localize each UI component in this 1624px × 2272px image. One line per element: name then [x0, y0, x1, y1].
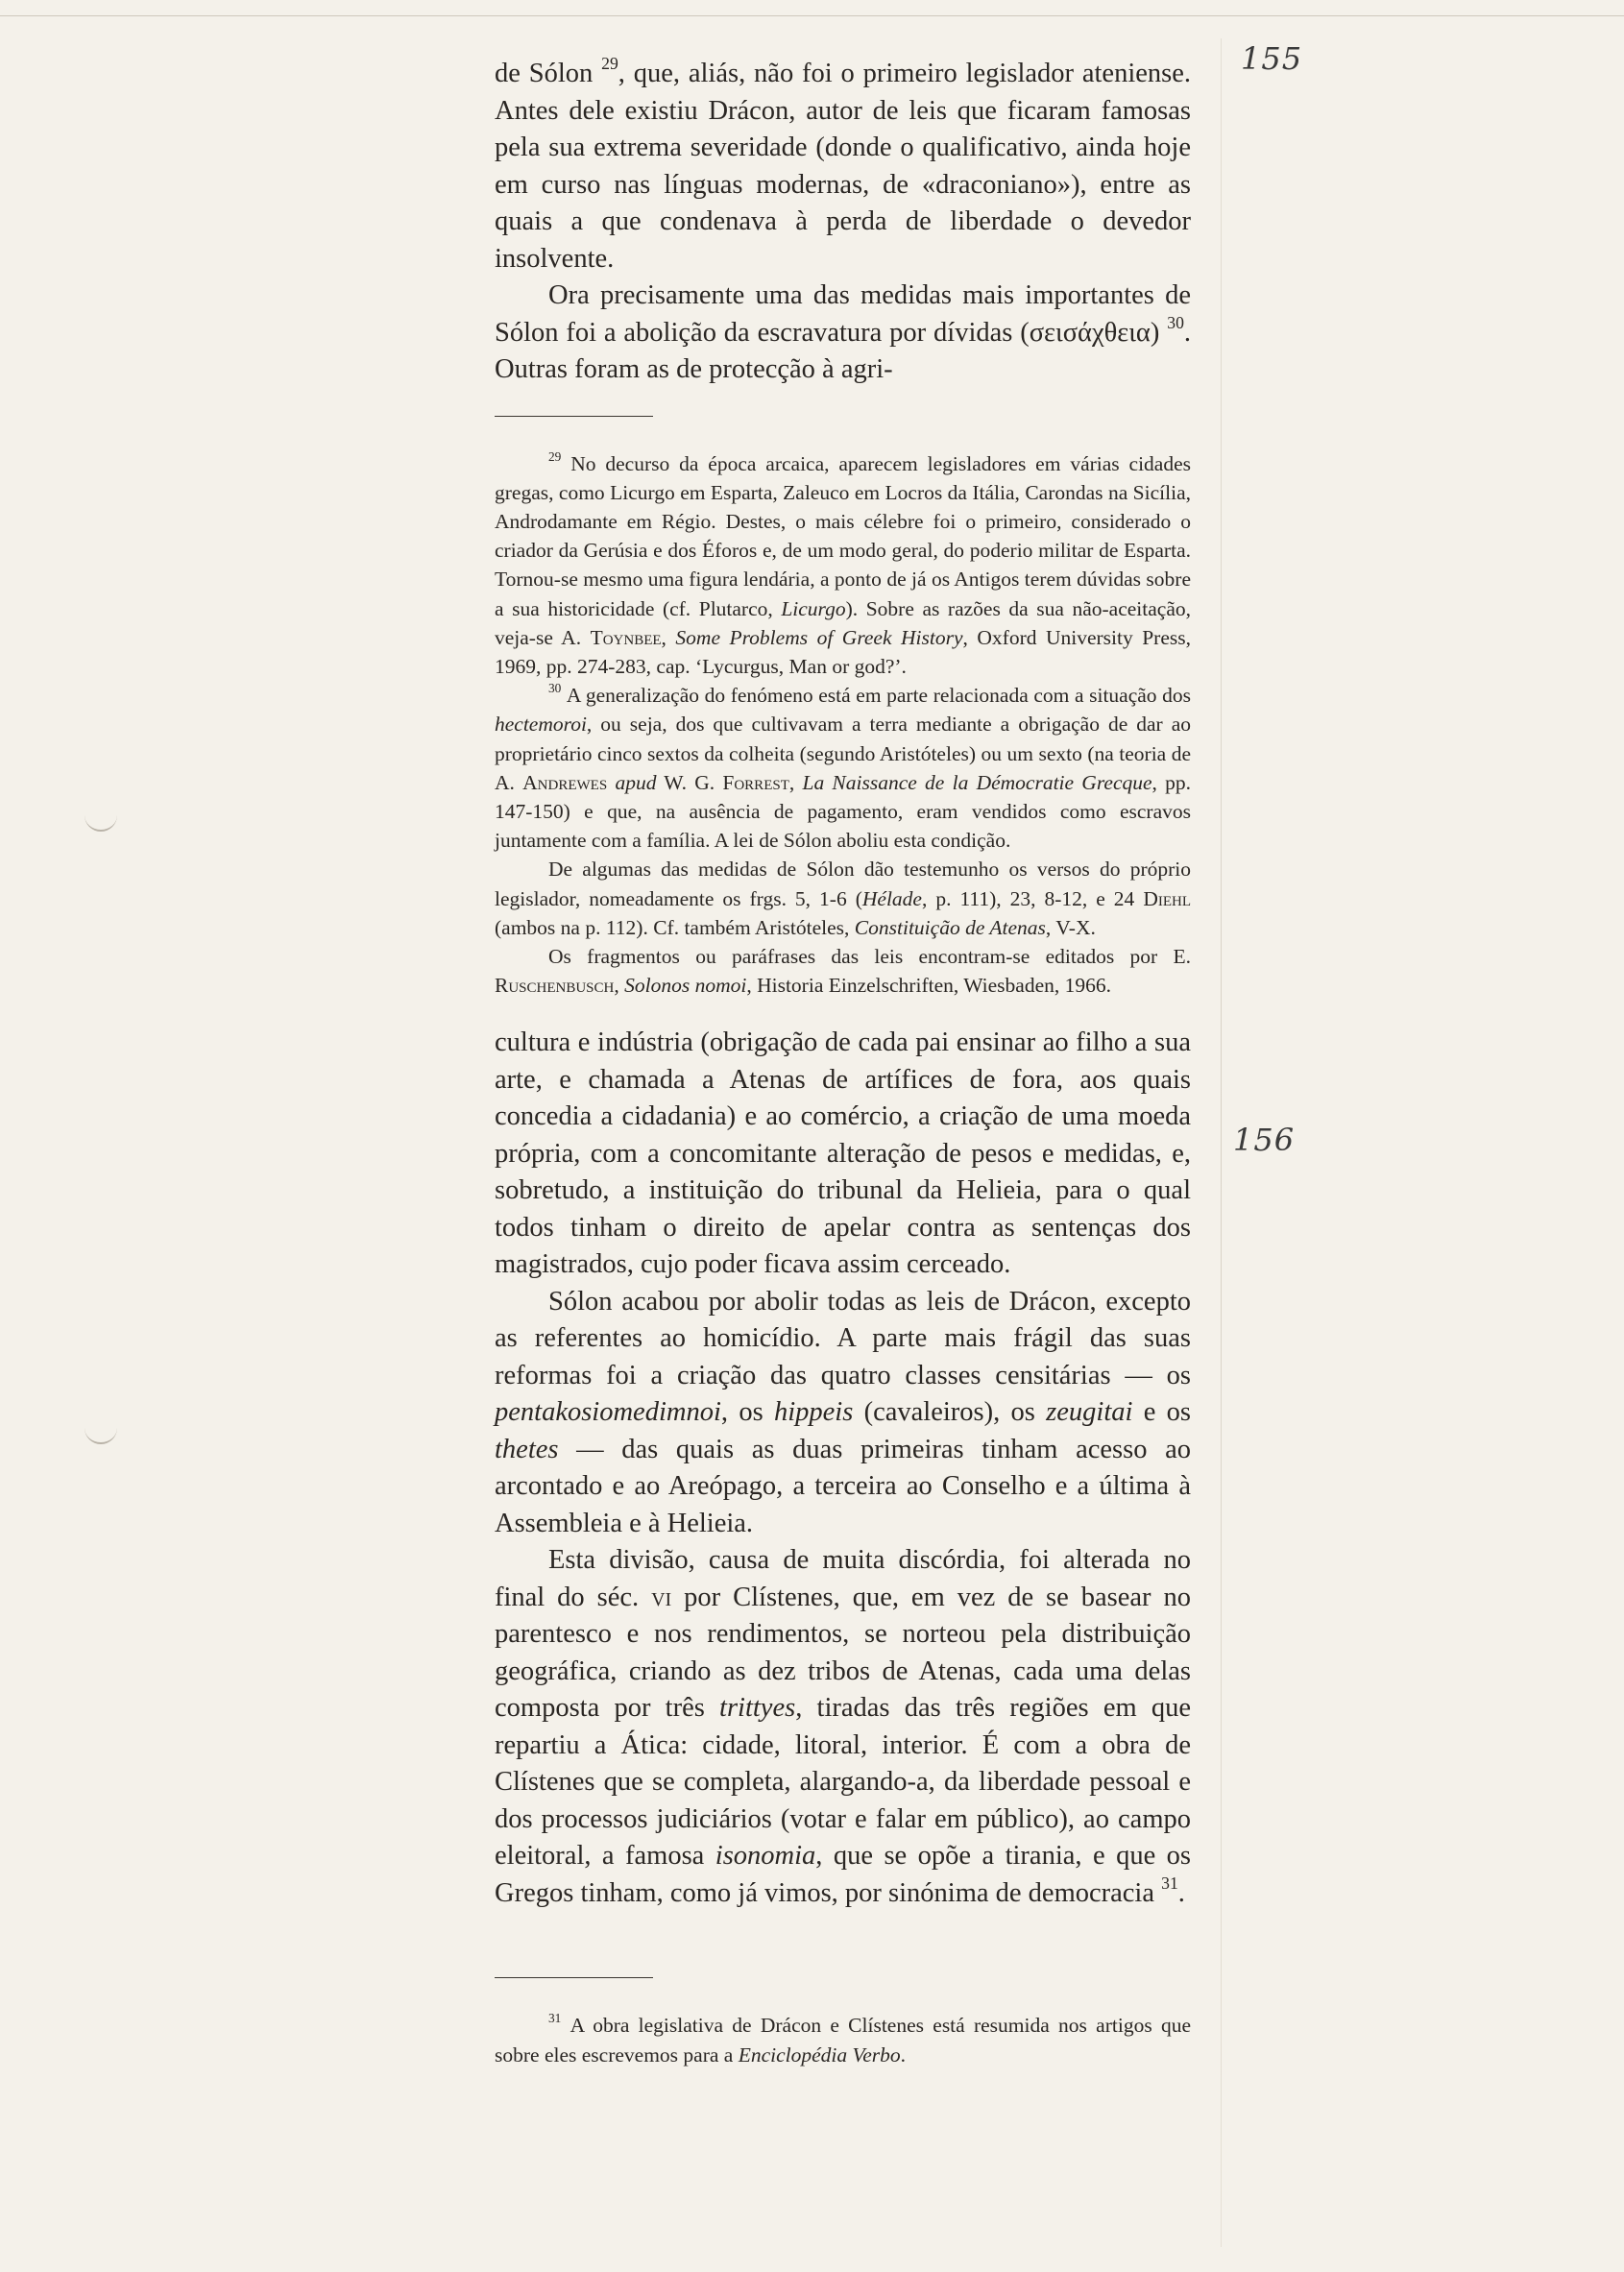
paragraph: Ora precisamente uma das medidas mais importantes de Sólon foi a abolição da escravatura por dívidas (σεισάχθεια) $^{30}$. Outras foram as de protecção à agri- [495, 280, 1192, 384]
paragraph: de Sólon $^{29}$, que, aliás, não foi o primeiro legislador ateniense. Antes dele existiu Drácon, autor de leis que ficaram famosas pela sua extrema severidade (donde o qualificativo, ainda hoje em curso nas línguas modernas, de «draconiano»), entre as quais a que condenava à perda de liberdade o devedor insolvente. [495, 53, 1191, 274]
page-body [495, 53, 1192, 2069]
footnote-31: $^{31}$ A obra legislativa de Drácon e Clístenes está resumida nos artigos que sobre eles escrevemos para a Enciclopédia Verbo. [495, 2011, 1191, 2067]
paper-edge [0, 15, 1624, 16]
paragraph: Esta divisão, causa de muita discórdia, foi alterada no final do séc. vi por Clístenes, que, em vez de se basear no parentesco e nos rendimentos, se norteou pela distribuição geográfica, criando as dez tribos de Atenas, cada uma delas composta por três trittyes, tiradas das três regiões em que repartiu a Ática: cidade, litoral, interior. É com a obra de Clístenes que se completa, alargando-a, da liberdade pessoal e dos processos judiciários (votar e falar em público), ao campo eleitoral, a famosa isonomia, que se opõe a tirania, e que os Gregos tinham, como já vimos, por sinónima de democracia $^{31}$. [495, 1545, 1192, 1908]
footnote-30-cont: Os fragmentos ou paráfrases das leis encontram-se editados por E. Ruschenbusch, Solonos nomoi, Historia Einzelschriften, Wiesbaden, 1966. [495, 944, 1191, 998]
footnote-ref: 31 [1161, 1873, 1178, 1893]
footnote-29: $^{29}$ No decurso da época arcaica, aparecem legisladores em várias cidades gregas, como Licurgo em Esparta, Zaleuco em Locros da Itália, Carondas na Sicília, Androdamante em Régio. Destes, o mais célebre foi o primeiro, considerado o criador da Gerúsia e dos Éforos e, de um modo geral, do poderio militar de Esparta. Tornou-se mesmo uma figura lendária, a ponto de já os Antigos terem dúvidas sobre a sua historicidade (cf. Plutarco, Licurgo). Sobre as razões da sua não-aceitação, veja-se A. Toynbee, Some Problems of Greek History, Oxford University Press, 1969, pp. 274-283, cap. ‘Lycurgus, Man or god?’. [495, 448, 1192, 678]
footnote-30: $^{30}$ A generalização do fenómeno está em parte relacionada com a situação dos hectemoroi, ou seja, dos que cultivavam a terra mediante a obrigação de dar ao proprietário cinco sextos da colheita (segundo Aristóteles) ou um sexto (na teoria de A. Andrewes apud W. G. Forrest, La Naissance de la Démocratie Grecque, pp. 147-150) e que, na ausência de pagamento, eram vendidos como escravos juntamente com a família. A lei de Sólon aboliu esta condição. [495, 681, 1192, 853]
margin-page-number: 155 [1241, 40, 1303, 77]
paragraph: Sólon acabou por abolir todas as leis de Drácon, excepto as referentes ao homicídio. A parte mais frágil das suas reformas foi a criação das quatro classes censitárias — os pentakosiomedimnoi, os hippeis (cavaleiros), os zeugitai e os thetes — das quais as duas primeiras tinham acesso ao arcontado e ao Areópago, a terceira ao Conselho e a última à Assembleia e à Helieia. [495, 1286, 1192, 1538]
margin-line [1221, 38, 1222, 2247]
margin-page-number: 156 [1233, 1122, 1296, 1158]
punch-hole-mark [85, 809, 117, 832]
footnote-ref: 29 [601, 53, 618, 73]
footnote-30-cont: De algumas das medidas de Sólon dão testemunho os versos do próprio legislador, nomeadamente os frgs. 5, 1-6 (Hélade, p. 111), 23, 8-12, e 24 Diehl (ambos na p. 112). Cf. também Aristóteles, Constituição de Atenas, V-X. [495, 858, 1191, 939]
paragraph: cultura e indústria (obrigação de cada pai ensinar ao filho a sua arte, e chamada a Atenas de artífices de fora, aos quais concedia a cidadania) e ao comércio, a criação de uma moeda própria, com a concomitante alteração de pesos e medidas, e, sobretudo, a instituição do tribunal da Helieia, para o qual todos tinham o direito de apelar contra as sentenças dos magistrados, cujo poder ficava assim cerceado. [495, 1027, 1191, 1280]
footnote-ref: 30 [1167, 312, 1184, 332]
punch-hole-mark [85, 1421, 117, 1444]
